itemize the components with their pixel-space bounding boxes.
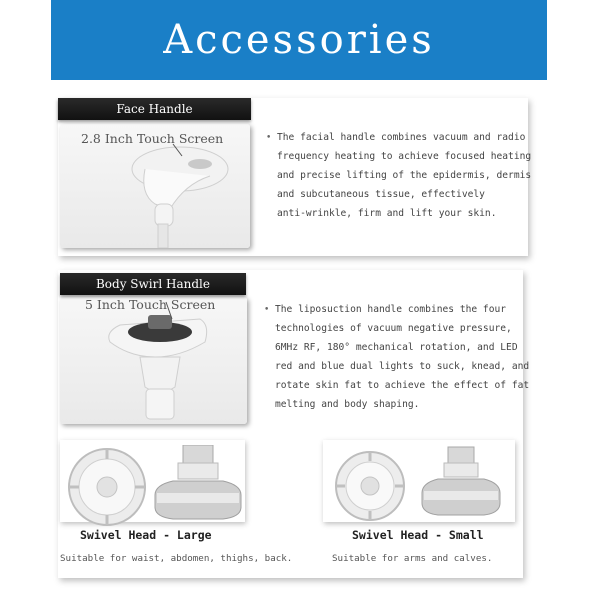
swivel-small-front-illustration [332, 448, 412, 528]
body-handle-bullet: • [264, 305, 270, 315]
swivel-small-title: Swivel Head - Small [352, 528, 484, 542]
body-handle-description [275, 300, 529, 414]
swivel-small-side-illustration [418, 445, 508, 523]
body-handle-tab [60, 273, 246, 295]
swivel-large-side-illustration [153, 445, 248, 525]
body-handle-illustration [60, 297, 247, 424]
face-handle-description [277, 128, 531, 223]
body-desc-line: technologies of vacuum negative pressure, [275, 323, 512, 334]
face-desc-line: and precise lifting of the epidermis, dermis [277, 170, 532, 181]
header-banner [51, 0, 547, 80]
face-desc-line: The facial handle combines vacuum and radio [277, 132, 526, 143]
face-desc-line: anti-wrinkle, firm and lift your skin. [277, 208, 497, 219]
page-title: Accessories [163, 17, 435, 63]
face-handle-screen-label: 2.8 Inch Touch Screen [81, 131, 224, 146]
face-desc-line: frequency heating to achieve focused heating [277, 151, 532, 162]
swivel-large-front-illustration [62, 445, 157, 530]
body-handle-tab-label: Body Swirl Handle [95, 277, 210, 291]
swivel-large-title: Swivel Head - Large [80, 528, 212, 542]
swivel-large-description: Suitable for waist, abdomen, thighs, back. [60, 553, 293, 564]
face-desc-line: and subcutaneous tissue, effectively [277, 189, 485, 200]
body-desc-line: rotate skin fat to achieve the effect of fat [275, 380, 530, 391]
body-desc-line: red and blue dual lights to suck, knead, and [275, 361, 530, 372]
face-handle-tab-label: Face Handle [116, 102, 193, 116]
swivel-small-description: Suitable for arms and calves. [332, 553, 493, 564]
body-handle-photo [60, 297, 247, 424]
body-handle-screen-label: 5 Inch Touch Screen [85, 297, 216, 312]
body-desc-line: The liposuction handle combines the four [275, 304, 507, 315]
face-handle-tab [58, 98, 251, 120]
body-desc-line: melting and body shaping. [275, 399, 420, 410]
face-handle-bullet: • [266, 133, 272, 143]
body-desc-line: 6MHz RF, 180° mechanical rotation, and LED [275, 342, 518, 353]
